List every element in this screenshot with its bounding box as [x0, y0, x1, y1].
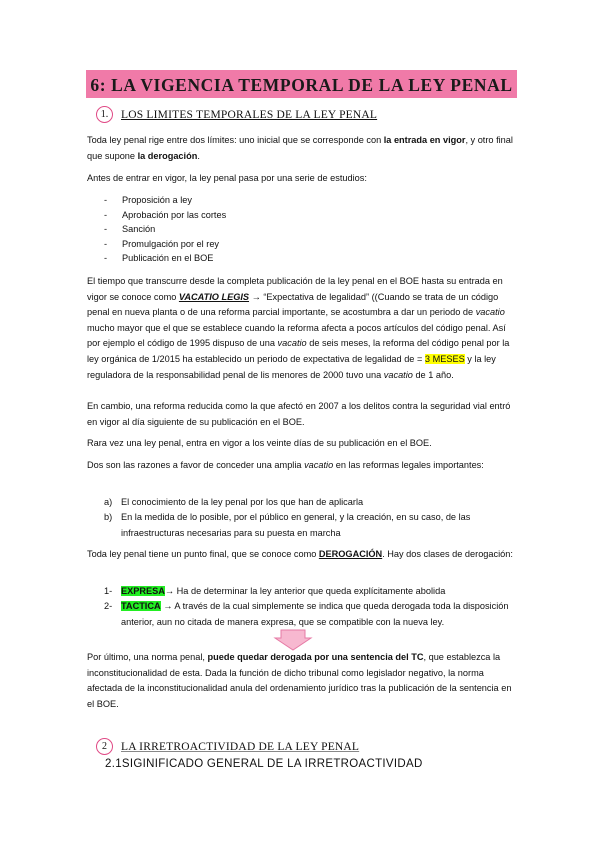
- list-marker: b): [104, 512, 113, 523]
- paragraph-limites: [87, 133, 515, 164]
- list-item-text: Promulgación por el rey: [122, 238, 220, 249]
- paragraph-veinte-dias: Rara vez una ley penal, entra en vigor a los veinte días de su publicación en el BOE.: [87, 438, 432, 448]
- list-item: [104, 599, 514, 630]
- list-marker: 1-: [104, 586, 113, 596]
- text: Por último, una norma penal,: [87, 652, 208, 662]
- section-title: LA IRRETROACTIVIDAD DE LA LEY PENAL: [121, 740, 360, 753]
- paragraph-reforma-reducida: En cambio, una reforma reducida como la que afectó en 2007 a los delitos contra la seguridad vial entró en vigor al día siguiente de su publicación en el BOE.: [87, 401, 511, 427]
- text: Dos son las razones a favor de conceder una amplia: [87, 460, 305, 470]
- text: . Hay dos clases de derogación:: [382, 549, 513, 559]
- list-marker: -: [104, 209, 108, 220]
- list-item-text: → Ha de determinar la ley anterior que queda explícitamente abolida: [164, 586, 446, 596]
- down-arrow-icon: [273, 629, 313, 651]
- section-heading-2: [96, 738, 359, 755]
- section-heading-1: [96, 106, 377, 123]
- list-item: [104, 193, 226, 208]
- list-marker: -: [104, 253, 108, 264]
- text: mucho mayor que el que se establece cuando la reforma afecta a pocos artículos del código penal. Así por ejemplo el código de 1995 dispuso de una: [87, 322, 506, 349]
- clases-derogacion-list: [104, 584, 514, 630]
- list-item: [104, 495, 514, 510]
- text: Toda ley penal rige entre dos límites: uno inicial que se corresponde con: [87, 135, 384, 145]
- list-item: [104, 237, 226, 252]
- list-item: [104, 208, 226, 223]
- text: y la ley reguladora de la responsabilidad penal de lis menores de 2000 tuvo una: [87, 353, 496, 380]
- text: , que establezca la inconstitucionalidad de esta. Dada la función de dicho tribunal como legislador negativo, la norma afectada de la inconstitucionalidad anula del ordenamiento jurídico tras la publicación de la sentencia en el BOE.: [87, 652, 512, 709]
- section-number-badge: 1.: [96, 106, 113, 123]
- bold-text: la entrada en vigor: [383, 135, 466, 145]
- subsection-title: 2.1SIGINIFICADO GENERAL DE LA IRRETROACTIVIDAD: [105, 758, 423, 770]
- list-marker: -: [104, 224, 108, 235]
- highlight-expresa: EXPRESA: [121, 586, 165, 596]
- italic-text: vacatio: [304, 460, 334, 470]
- list-marker: 2-: [104, 601, 113, 612]
- section-number-badge: 2: [96, 738, 113, 755]
- list-item-text: Proposición a ley: [122, 195, 192, 205]
- text: Toda ley penal tiene un punto final, que se conoce como: [87, 549, 319, 559]
- text: El tiempo que transcurre desde la completa publicación de la ley penal en el BOE hasta su entrada en vigor se conoce como: [87, 276, 503, 302]
- text: de seis meses, la reforma del código penal por la ley orgánica de 1/2015 ha establecido un periodo de expectativa de legalidad de =: [87, 338, 510, 364]
- text: → “Expectativa de legalidad” ((: [249, 291, 378, 302]
- italic-text: vacatio: [383, 369, 413, 380]
- list-item: [104, 222, 226, 237]
- text: en las reformas legales importantes:: [333, 460, 484, 470]
- list-item-text: Publicación en el BOE: [122, 253, 214, 264]
- list-item: [104, 510, 514, 541]
- estudios-list: [104, 193, 226, 266]
- list-item-text: En la medida de lo posible, por el público en general, y la creación, en su caso, de las infraestructuras necesarias para su puesta en marcha: [121, 512, 471, 538]
- text: Cuando se trata de un código penal en nueva planta o de una reforma parcial importante, se acostumbra a dar un periodo de: [87, 291, 499, 318]
- bold-text: la derogación: [137, 150, 198, 161]
- term-vacatio-legis: VACATIO LEGIS: [178, 291, 250, 302]
- paragraph-sentencia-tc: [87, 650, 515, 712]
- list-marker: -: [104, 195, 108, 205]
- text: de 1 año.: [412, 369, 454, 380]
- bold-text: puede quedar derogada por una sentencia del TC: [207, 652, 424, 662]
- italic-text: vacatio: [277, 338, 307, 349]
- highlight-tactica: TACTICA: [121, 601, 161, 612]
- text: .: [197, 150, 200, 161]
- chapter-title: 6: LA VIGENCIA TEMPORAL DE LA LEY PENAL: [90, 75, 513, 95]
- list-item-text: El conocimiento de la ley penal por los que han de aplicarla: [121, 497, 364, 507]
- list-marker: -: [104, 238, 108, 249]
- highlight-3-meses: 3 MESES: [424, 353, 465, 364]
- razones-list: [104, 495, 514, 541]
- term-derogacion: DEROGACIÓN: [318, 549, 383, 559]
- chapter-title-banner: [86, 70, 517, 98]
- list-item-text: → A través de la cual simplemente se indica que queda derogada toda la disposición anterior, aun no citada de manera expresa, que se compatible con la nueva ley.: [121, 601, 509, 627]
- list-item-text: Aprobación por las cortes: [122, 209, 227, 220]
- paragraph-derogacion: [87, 547, 515, 563]
- list-item: [104, 251, 226, 266]
- list-item-text: Sanción: [122, 224, 156, 235]
- text: , y otro final que supone: [87, 135, 513, 161]
- paragraph-vacatio-legis: [87, 274, 515, 383]
- section-title: LOS LIMITES TEMPORALES DE LA LEY PENAL: [121, 108, 378, 121]
- list-marker: a): [104, 497, 113, 507]
- paragraph-razones-intro: [87, 458, 515, 474]
- italic-text: vacatio: [475, 307, 505, 318]
- list-item: [104, 584, 514, 599]
- paragraph-estudios-intro: Antes de entrar en vigor, la ley penal pasa por una serie de estudios:: [87, 173, 367, 183]
